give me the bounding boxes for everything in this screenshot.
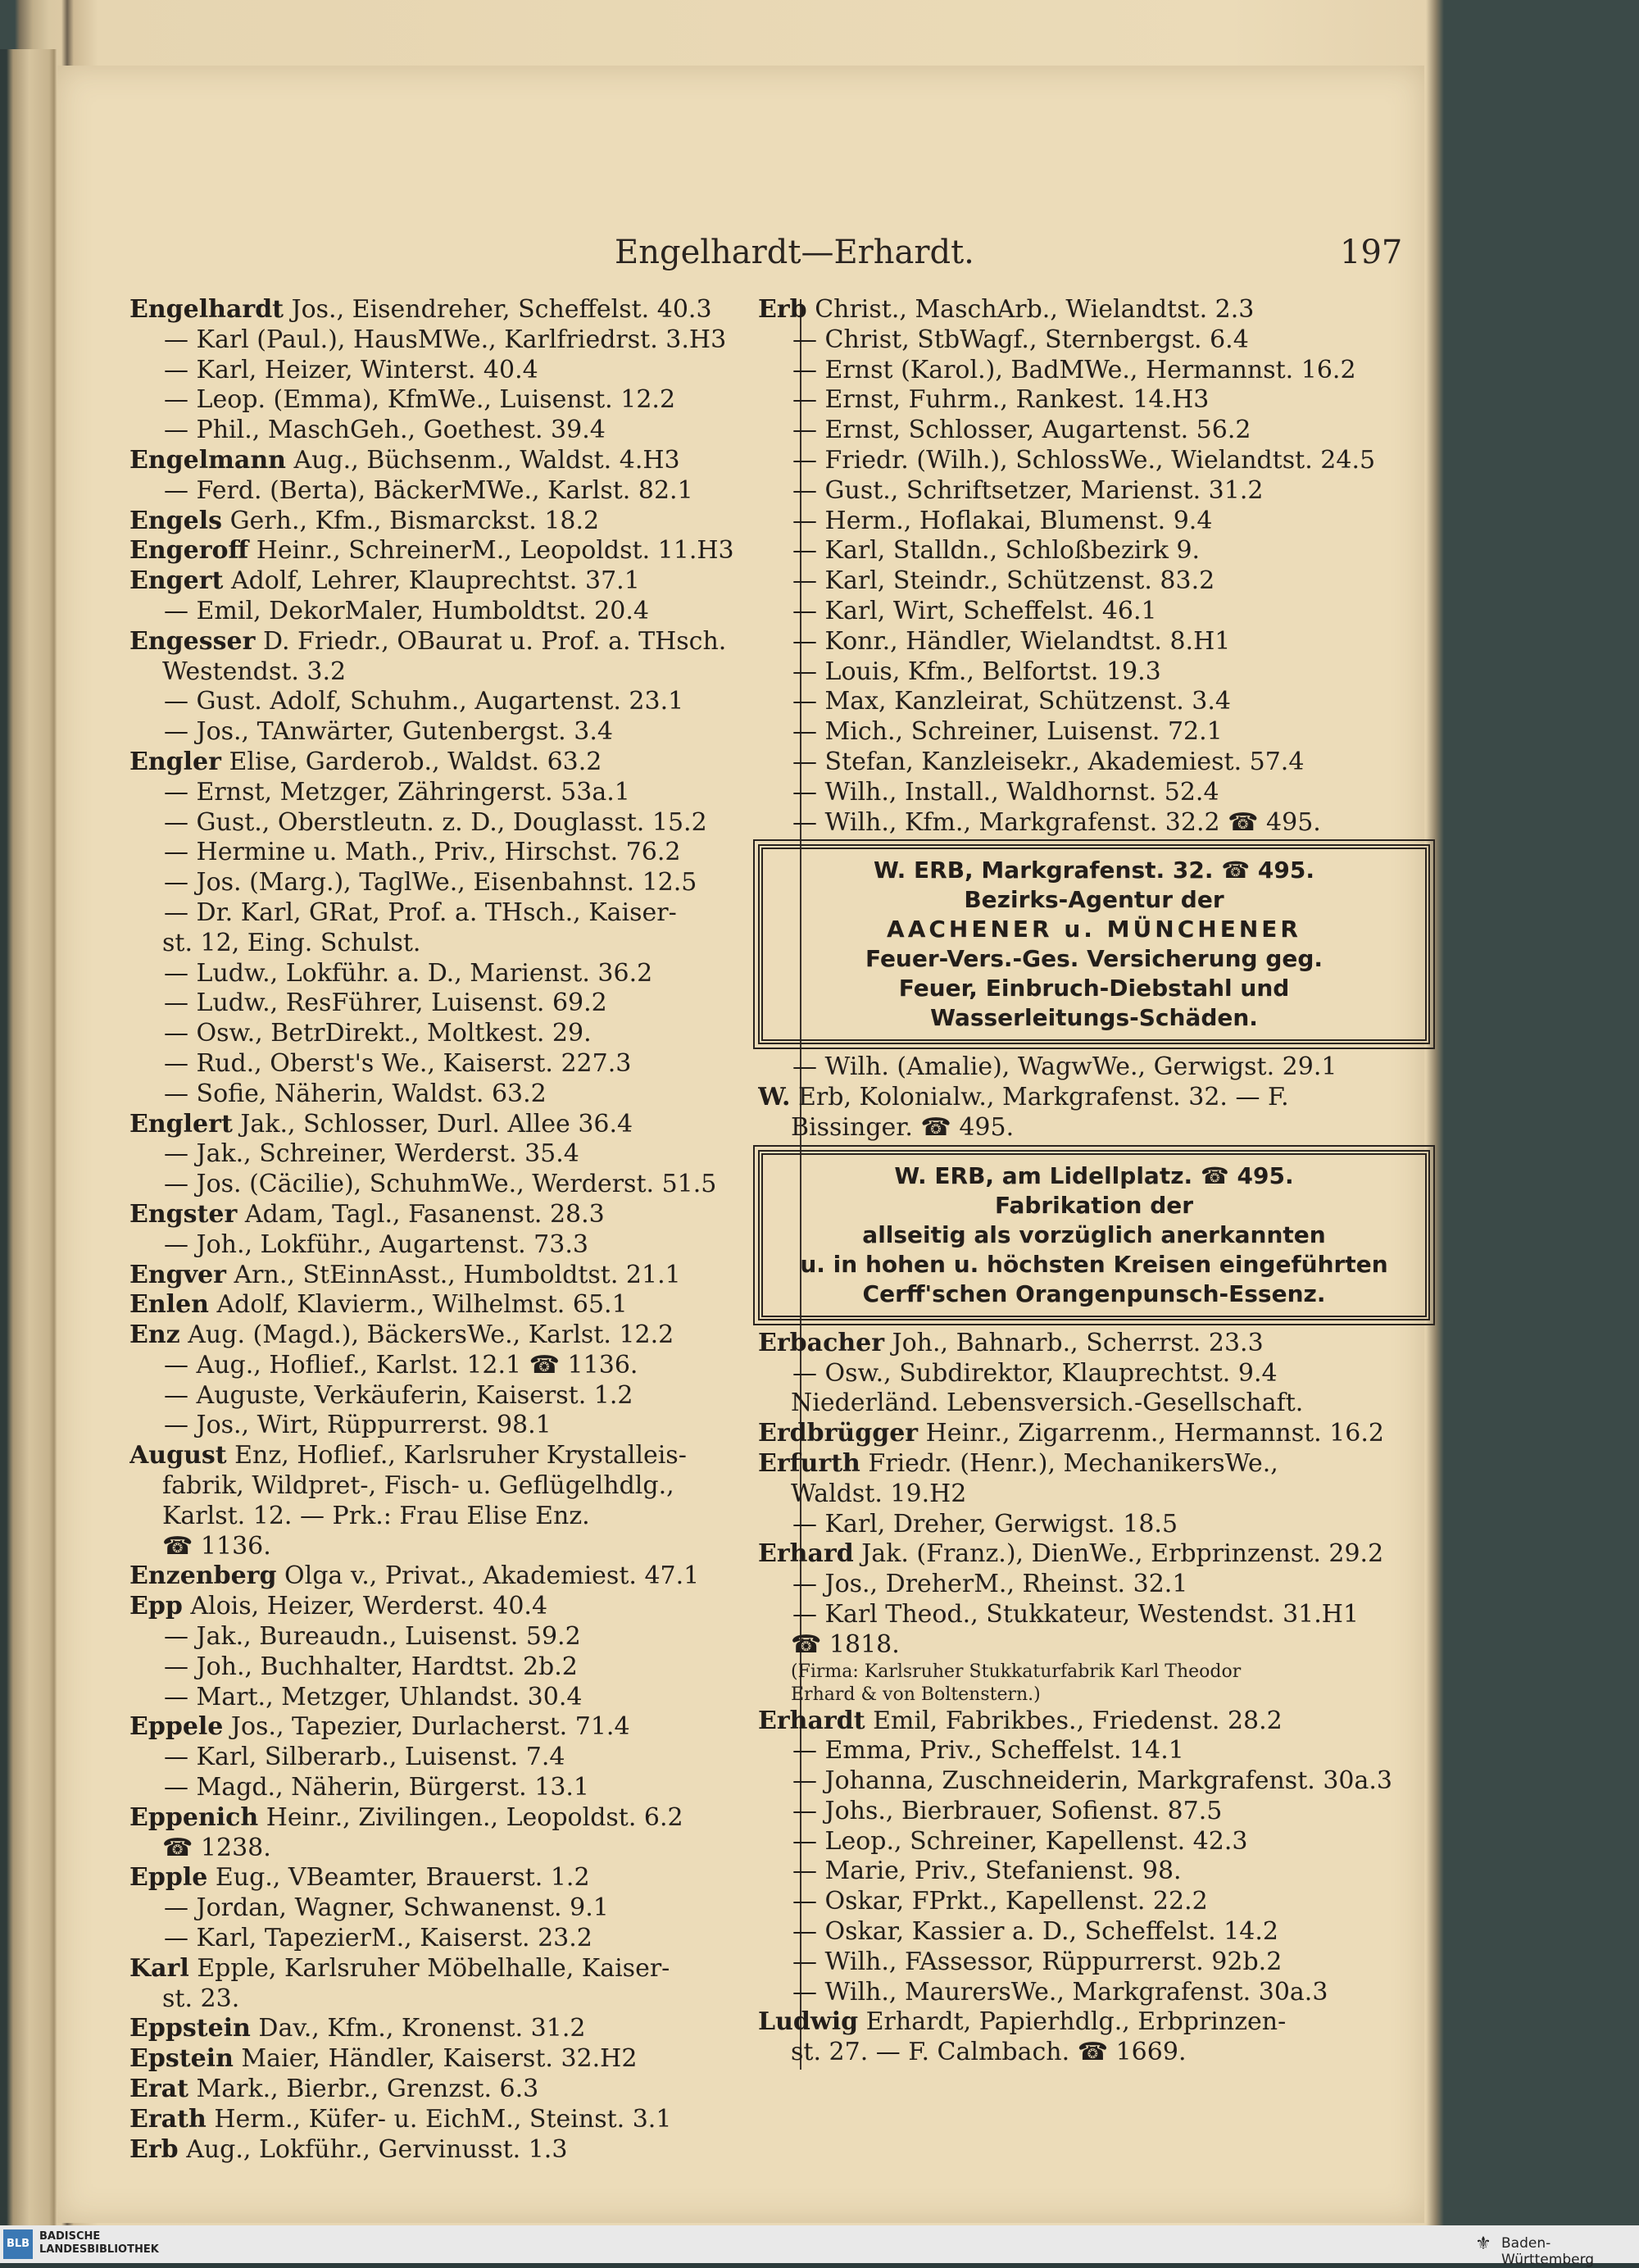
entry-surname: Epp xyxy=(129,1592,183,1621)
directory-subentry: — Karl, Dreher, Gerwigst. 18.5 xyxy=(792,1509,1178,1539)
directory-subentry: — Magd., Näherin, Bürgerst. 13.1 xyxy=(164,1773,590,1802)
entry-surname: Karl xyxy=(129,1953,189,1983)
directory-subentry: — Friedr. (Wilh.), SchlossWe., Wielandtst. 24.5 xyxy=(792,445,1376,475)
ad-line: W. ERB, Markgrafenst. 32. ☎ 495. xyxy=(874,857,1314,884)
directory-continuation: st. 27. — F. Calmbach. ☎ 1669. xyxy=(791,2038,1187,2067)
directory-entry: Erb Aug., Lokführ., Gervinusst. 1.3 xyxy=(129,2134,568,2164)
directory-subentry: — Ludw., ResFührer, Luisenst. 69.2 xyxy=(164,989,607,1018)
directory-subentry: — Ernst (Karol.), BadMWe., Hermannst. 16.2 xyxy=(792,355,1356,384)
blb-logo-icon: BLB xyxy=(3,2229,33,2259)
directory-continuation: Westendst. 3.2 xyxy=(162,657,347,686)
directory-subentry: — Dr. Karl, GRat, Prof. a. THsch., Kaiser- xyxy=(164,898,677,927)
ad-line: Feuer, Einbruch-Diebstahl und xyxy=(898,975,1290,1002)
directory-subentry: — Wilh., Kfm., Markgrafenst. 32.2 ☎ 495. xyxy=(792,807,1321,837)
directory-subentry: — Wilh., MaurersWe., Markgrafenst. 30a.3 xyxy=(792,1977,1328,2007)
directory-subentry: — Rud., Oberst's We., Kaiserst. 227.3 xyxy=(164,1048,632,1078)
page-header xyxy=(57,234,1424,283)
directory-entry: August Enz, Hoflief., Karlsruher Krystalleis- xyxy=(129,1441,687,1470)
directory-entry: Erbacher Joh., Bahnarb., Scherrst. 23.3 xyxy=(758,1328,1264,1357)
directory-subentry: — Hermine u. Math., Priv., Hirschst. 76.2 xyxy=(164,838,681,867)
directory-subentry: — Joh., Lokführ., Augartenst. 73.3 xyxy=(164,1229,588,1259)
directory-entry: Engert Adolf, Lehrer, Klauprechtst. 37.1 xyxy=(129,566,640,596)
directory-subentry: — Wilh., Install., Waldhornst. 52.4 xyxy=(792,777,1219,807)
advertisement-erb-insurance xyxy=(758,844,1430,1044)
directory-entry: Erb Christ., MaschArb., Wielandtst. 2.3 xyxy=(758,295,1255,324)
ad-line: u. in hohen u. höchsten Kreisen eingeführten xyxy=(800,1250,1388,1278)
entry-surname: Enlen xyxy=(129,1290,209,1320)
entry-surname: Eppenich xyxy=(129,1802,259,1832)
directory-subentry: — Karl, Wirt, Scheffelst. 46.1 xyxy=(792,596,1157,625)
directory-subentry: — Stefan, Kanzleisekr., Akademiest. 57.4 xyxy=(792,747,1305,776)
directory-entry: Karl Epple, Karlsruher Möbelhalle, Kaiser- xyxy=(129,1953,670,1983)
directory-entry: Erat Mark., Bierbr., Grenzst. 6.3 xyxy=(129,2075,539,2104)
directory-entry: Enz Aug. (Magd.), BäckersWe., Karlst. 12.2 xyxy=(129,1320,674,1350)
directory-entry: Erdbrügger Heinr., Zigarrenm., Hermannst. 16.2 xyxy=(758,1419,1385,1448)
directory-subentry: — Ferd. (Berta), BäckerMWe., Karlst. 82.1 xyxy=(164,475,693,505)
entry-surname: Engelmann xyxy=(129,445,286,475)
directory-subentry: — Gust., Schriftsetzer, Marienst. 31.2 xyxy=(792,475,1264,505)
entry-surname: Erb xyxy=(758,295,807,324)
directory-entry: Erhard Jak. (Franz.), DienWe., Erbprinzenst. 29.2 xyxy=(758,1539,1384,1569)
directory-subentry: — Karl, Steindr., Schützenst. 83.2 xyxy=(792,566,1215,596)
directory-subentry: — Mich., Schreiner, Luisenst. 72.1 xyxy=(792,717,1223,747)
state-name: Baden-Württemberg xyxy=(1501,2235,1595,2268)
directory-subentry: — Ernst, Fuhrm., Rankest. 14.H3 xyxy=(792,385,1210,415)
directory-subentry: — Christ, StbWagf., Sternbergst. 6.4 xyxy=(792,325,1249,354)
directory-subentry: — Marie, Priv., Stefanienst. 98. xyxy=(792,1857,1182,1886)
entry-surname: Epstein xyxy=(129,2044,234,2074)
directory-entry: Engesser D. Friedr., OBaurat u. Prof. a. THsch. xyxy=(129,626,727,656)
directory-subentry: — Emma, Priv., Scheffelst. 14.1 xyxy=(792,1736,1184,1766)
directory-entry: Epp Alois, Heizer, Werderst. 40.4 xyxy=(129,1592,548,1621)
directory-entry: Eppstein Dav., Kfm., Kronenst. 31.2 xyxy=(129,2014,586,2043)
directory-entry: Erhardt Emil, Fabrikbes., Friedenst. 28.2 xyxy=(758,1706,1283,1735)
entry-surname: Eppele xyxy=(129,1712,224,1742)
page-number: 197 xyxy=(1340,234,1403,271)
directory-subentry: — Max, Kanzleirat, Schützenst. 3.4 xyxy=(792,687,1232,716)
directory-subentry: — Jos. (Marg.), TaglWe., Eisenbahnst. 12.5 xyxy=(164,868,697,898)
entry-surname: W. xyxy=(758,1083,791,1112)
directory-subentry: — Phil., MaschGeh., Goethest. 39.4 xyxy=(164,416,606,445)
directory-continuation: Karlst. 12. — Prk.: Frau Elise Enz. xyxy=(162,1501,590,1530)
ad-line: Bezirks-Agentur der xyxy=(964,886,1224,914)
library-name-line: BADISCHE xyxy=(39,2230,101,2243)
entry-surname: Epple xyxy=(129,1863,208,1893)
directory-continuation: Waldst. 19.H2 xyxy=(791,1479,967,1508)
left-column xyxy=(129,295,789,2165)
running-head: Engelhardt—Erhardt. xyxy=(615,234,974,271)
directory-entry: Epple Eug., VBeamter, Brauerst. 1.2 xyxy=(129,1863,590,1893)
directory-subentry: — Oskar, FPrkt., Kapellenst. 22.2 xyxy=(792,1887,1208,1916)
directory-subentry: — Herm., Hoflakai, Blumenst. 9.4 xyxy=(792,506,1213,535)
directory-entry: Eppenich Heinr., Zivilingen., Leopoldst. 6.2 xyxy=(129,1802,683,1832)
directory-subentry: — Osw., BetrDirekt., Moltkest. 29. xyxy=(164,1019,592,1048)
directory-entry: Epstein Maier, Händler, Kaiserst. 32.H2 xyxy=(129,2044,638,2074)
entry-surname: Englert xyxy=(129,1109,233,1139)
directory-subentry: — Aug., Hoflief., Karlst. 12.1 ☎ 1136. xyxy=(164,1350,638,1379)
entry-surname: Engelhardt xyxy=(129,295,284,324)
directory-entry: W. Erb, Kolonialw., Markgrafenst. 32. — F. xyxy=(758,1083,1289,1112)
library-name-line: LANDESBIBLIOTHEK xyxy=(39,2243,159,2256)
ad-line: Cerff'schen Orangenpunsch-Essenz. xyxy=(862,1279,1326,1307)
directory-entry: Englert Jak., Schlosser, Durl. Allee 36.4 xyxy=(129,1109,633,1139)
directory-entry: Erfurth Friedr. (Henr.), MechanikersWe., xyxy=(758,1448,1278,1478)
directory-entry: Ludwig Erhardt, Papierhdlg., Erbprinzen- xyxy=(758,2007,1287,2037)
directory-subentry: — Jak., Schreiner, Werderst. 35.4 xyxy=(164,1139,579,1169)
directory-subentry: — Karl, Stalldn., Schloßbezirk 9. xyxy=(792,536,1201,566)
ad-line: AACHENER u. MÜNCHENER xyxy=(887,916,1301,943)
ad-line: allseitig als vorzüglich anerkannten xyxy=(862,1220,1326,1248)
advertisement-erb-punsch xyxy=(758,1150,1430,1320)
directory-subentry: — Osw., Subdirektor, Klauprechtst. 9.4 xyxy=(792,1358,1278,1388)
entry-surname: Erath xyxy=(129,2104,207,2134)
directory-subentry: — Johs., Bierbrauer, Sofienst. 87.5 xyxy=(792,1796,1223,1825)
directory-subentry: — Jos. (Cäcilie), SchuhmWe., Werderst. 51.5 xyxy=(164,1170,717,1199)
directory-subentry: — Mart., Metzger, Uhlandst. 30.4 xyxy=(164,1682,583,1711)
directory-entry: Engelhardt Jos., Eisendreher, Scheffelst. 40.3 xyxy=(129,295,712,324)
entry-surname: Engels xyxy=(129,506,223,535)
entry-surname: Erfurth xyxy=(758,1448,860,1478)
directory-continuation: ☎ 1238. xyxy=(162,1833,271,1862)
library-name xyxy=(39,2230,159,2257)
directory-continuation: fabrik, Wildpret-, Fisch- u. Geflügelhdlg., xyxy=(162,1471,674,1501)
directory-subentry: — Sofie, Näherin, Waldst. 63.2 xyxy=(164,1079,547,1108)
directory-continuation: st. 12, Eing. Schulst. xyxy=(162,928,421,957)
entry-surname: Engler xyxy=(129,747,221,776)
state-crest-icon: ⚜ xyxy=(1475,2234,1491,2254)
right-column xyxy=(758,295,1430,2068)
book-page xyxy=(57,66,1424,2223)
entry-surname: Eppstein xyxy=(129,2014,251,2043)
directory-entry: Enlen Adolf, Klavierm., Wilhelmst. 65.1 xyxy=(129,1290,628,1320)
directory-continuation: Bissinger. ☎ 495. xyxy=(791,1112,1015,1142)
ad-line: Feuer-Vers.-Ges. Versicherung geg. xyxy=(865,945,1323,973)
entry-surname: Engeroff xyxy=(129,536,249,566)
footer-bar xyxy=(0,2225,1639,2268)
directory-entry: Engster Adam, Tagl., Fasanenst. 28.3 xyxy=(129,1199,605,1229)
right-column-mid-entries xyxy=(758,1052,1430,1143)
entry-surname: Engesser xyxy=(129,626,256,656)
directory-entry: Engelmann Aug., Büchsenm., Waldst. 4.H3 xyxy=(129,445,680,475)
directory-subentry: — Karl (Paul.), HausMWe., Karlfriedrst. 3.H3 xyxy=(164,325,727,354)
directory-subentry: — Emil, DekorMaler, Humboldtst. 20.4 xyxy=(164,596,649,625)
directory-continuation: ☎ 1136. xyxy=(162,1531,271,1561)
entry-surname: Erhardt xyxy=(758,1706,865,1735)
directory-continuation: (Firma: Karlsruher Stukkaturfabrik Karl Theodor xyxy=(791,1661,1242,1682)
directory-subentry: — Louis, Kfm., Belfortst. 19.3 xyxy=(792,657,1161,686)
directory-subentry: — Karl, Silberarb., Luisenst. 7.4 xyxy=(164,1743,565,1772)
entry-surname: Erhard xyxy=(758,1539,854,1569)
right-column-bottom-entries xyxy=(758,1329,1430,2068)
directory-subentry: — Ernst, Metzger, Zähringerst. 53a.1 xyxy=(164,777,630,807)
directory-subentry: — Gust., Oberstleutn. z. D., Douglasst. 15.2 xyxy=(164,807,707,837)
directory-continuation: st. 23. xyxy=(162,1984,240,2013)
directory-entry: Erath Herm., Küfer- u. EichM., Steinst. 3.1 xyxy=(129,2104,672,2134)
directory-entry: Enzenberg Olga v., Privat., Akademiest. 47.1 xyxy=(129,1561,700,1591)
entry-surname: Engster xyxy=(129,1199,238,1229)
directory-subentry: — Jos., Wirt, Rüppurrerst. 98.1 xyxy=(164,1411,552,1440)
directory-subentry: — Karl, TapezierM., Kaiserst. 23.2 xyxy=(164,1924,592,1953)
ad-line: Wasserleitungs-Schäden. xyxy=(930,1004,1258,1032)
ad-line: W. ERB, am Lidellplatz. ☎ 495. xyxy=(894,1161,1294,1189)
directory-entry: Eppele Jos., Tapezier, Durlacherst. 71.4 xyxy=(129,1712,630,1742)
entry-surname: Erbacher xyxy=(758,1328,885,1357)
directory-subentry: — Ernst, Schlosser, Augartenst. 56.2 xyxy=(792,416,1251,445)
entry-surname: Erb xyxy=(129,2134,179,2164)
directory-entry: Engeroff Heinr., SchreinerM., Leopoldst. 11.H3 xyxy=(129,536,734,566)
entry-surname: Enzenberg xyxy=(129,1561,277,1591)
directory-subentry: — Karl Theod., Stukkateur, Westendst. 31.H1 xyxy=(792,1599,1360,1629)
directory-subentry: — Joh., Buchhalter, Hardtst. 2b.2 xyxy=(164,1652,578,1681)
entry-surname: Ludwig xyxy=(758,2007,859,2037)
directory-subentry: — Jos., TAnwärter, Gutenbergst. 3.4 xyxy=(164,717,613,747)
directory-subentry: — Jak., Bureaudn., Luisenst. 59.2 xyxy=(164,1622,581,1652)
directory-subentry: — Oskar, Kassier a. D., Scheffelst. 14.2 xyxy=(792,1917,1278,1947)
ad-line: Fabrikation der xyxy=(994,1191,1194,1219)
directory-subentry: — Auguste, Verkäuferin, Kaiserst. 1.2 xyxy=(164,1380,633,1410)
directory-subentry: — Leop. (Emma), KfmWe., Luisenst. 12.2 xyxy=(164,385,676,415)
directory-continuation: ☎ 1818. xyxy=(791,1629,900,1659)
directory-subentry: — Karl, Heizer, Winterst. 40.4 xyxy=(164,355,538,384)
directory-subentry: — Leop., Schreiner, Kapellenst. 42.3 xyxy=(792,1826,1248,1856)
directory-entry: Engler Elise, Garderob., Waldst. 63.2 xyxy=(129,747,602,776)
book-spine xyxy=(0,49,57,2225)
directory-subentry: — Ludw., Lokführ. a. D., Marienst. 36.2 xyxy=(164,958,653,988)
directory-subentry: — Jordan, Wagner, Schwanenst. 9.1 xyxy=(164,1893,609,1923)
directory-subentry: — Konr., Händler, Wielandtst. 8.H1 xyxy=(792,626,1231,656)
directory-subentry: — Wilh. (Amalie), WagwWe., Gerwigst. 29.1 xyxy=(792,1052,1337,1082)
directory-subentry: — Jos., DreherM., Rheinst. 32.1 xyxy=(792,1570,1188,1599)
entry-surname: August xyxy=(129,1441,227,1470)
entry-surname: Engver xyxy=(129,1260,226,1289)
directory-entry: Engels Gerh., Kfm., Bismarckst. 18.2 xyxy=(129,506,600,535)
directory-subentry: — Gust. Adolf, Schuhm., Augartenst. 23.1 xyxy=(164,687,684,716)
directory-continuation: Niederländ. Lebensversich.-Gesellschaft. xyxy=(791,1389,1304,1418)
entry-surname: Erdbrügger xyxy=(758,1419,919,1448)
directory-continuation: Erhard & von Boltenstern.) xyxy=(791,1684,1041,1705)
entry-surname: Enz xyxy=(129,1320,180,1350)
directory-subentry: — Johanna, Zuschneiderin, Markgrafenst. 30a.3 xyxy=(792,1766,1393,1796)
entry-surname: Engert xyxy=(129,566,224,596)
right-column-top-entries xyxy=(758,295,1430,838)
directory-subentry: — Wilh., FAssessor, Rüppurrerst. 92b.2 xyxy=(792,1947,1283,1976)
entry-surname: Erat xyxy=(129,2075,188,2104)
directory-entry: Engver Arn., StEinnAsst., Humboldtst. 21.1 xyxy=(129,1260,681,1289)
